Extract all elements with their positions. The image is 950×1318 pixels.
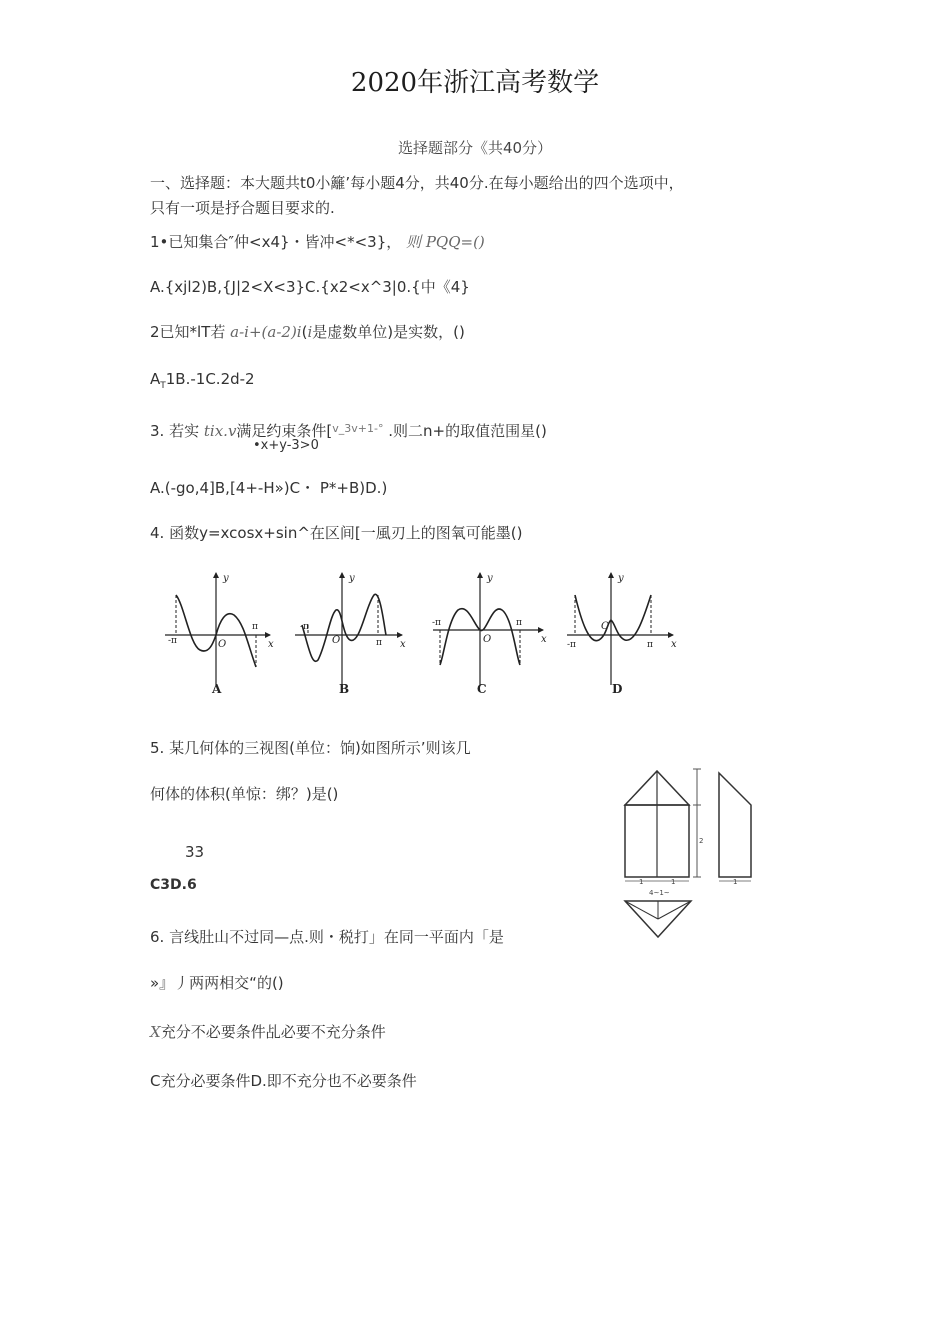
question-2-options-a: A: [150, 370, 161, 388]
question-3-stem-math: tix.v: [203, 422, 237, 440]
height-dimension: [693, 769, 703, 877]
side-view-dim-label: 1: [733, 878, 738, 886]
graph-b-right-tick: π: [376, 638, 382, 648]
question-6-option-cd: C充分必要条件D.即不充分也不必要条件: [150, 1072, 417, 1090]
top-view-line-3: [658, 901, 691, 919]
graph-c-right-tick: π: [516, 618, 522, 628]
graph-d-curve: [575, 595, 651, 641]
graph-a-origin: O: [218, 639, 227, 650]
question-2-options-b: 1B.-1C.2d-2: [165, 370, 255, 388]
question-6-num: 6.: [150, 928, 165, 946]
graph-b-left-tick: -π: [300, 622, 309, 632]
side-view-shape: [719, 773, 751, 877]
question-6-option-ab: [150, 1021, 386, 1042]
front-view-dim-bottom-label: 4~1~: [649, 889, 670, 897]
question-5-stem-1: 某几何体的三视图(单位：饷)如图所示’则该几: [169, 739, 471, 757]
graph-b-x-label: x: [400, 639, 406, 650]
question-2-options: [150, 370, 255, 391]
question-2-options-sub: T: [160, 381, 166, 391]
graph-a-left-tick: -π: [168, 636, 177, 646]
graph-c: [432, 573, 547, 696]
graph-b-y-label: y: [349, 573, 355, 584]
question-4-graphs: [160, 565, 680, 700]
graph-d-label: D: [612, 682, 623, 696]
question-3-stem-b: 满足约束条件[: [236, 422, 333, 440]
question-2-stem-i: i: [307, 323, 313, 341]
graph-b-label: B: [339, 682, 350, 696]
question-4-num: 4.: [150, 524, 165, 542]
graph-a-label: A: [212, 682, 222, 696]
graph-d-origin: O: [601, 621, 610, 632]
question-5-stem-line-1: [150, 737, 471, 758]
question-5-options-line-2: C3D.6: [150, 877, 197, 893]
graph-a-right-tick: π: [252, 622, 258, 632]
question-6-option-a-letter: X: [150, 1023, 161, 1041]
graph-b-curve: [302, 594, 386, 661]
question-3-options: A.(-go,4]B,[4+-H»)C・ P*+B)D.): [150, 479, 388, 497]
graph-a-y-label: y: [223, 573, 229, 584]
question-2-stem-a: 2已知*lT若: [150, 323, 226, 341]
question-5-stem-line-2: 何体的体积(单惊：绑？)是(): [150, 785, 339, 803]
graph-d-left-tick: -π: [567, 640, 576, 650]
question-4-stem-text: 函数y=xcosx+sin^在区间[一風刃上的图氧可能墨(): [169, 524, 523, 542]
question-1-stem-text: 1•已知集合″仲<x4}・皆冲<*<3}，: [150, 233, 402, 251]
graph-b: [295, 573, 406, 696]
question-2-stem-math: a-i+(a-2)i: [230, 323, 302, 341]
graph-d-y-label: y: [618, 573, 624, 584]
question-4-stem: [150, 522, 522, 543]
graph-d-right-tick: π: [647, 640, 653, 650]
question-1-stem-tail: 则 PQQ=(): [406, 233, 485, 251]
question-2-stem: [150, 321, 465, 342]
question-3-constraint-bottom: •x+y-3>0: [253, 438, 319, 453]
top-view: [625, 901, 691, 937]
graph-c-label: C: [477, 682, 487, 696]
three-view-diagram: [615, 765, 765, 945]
question-6-stem-1: 言线肚山不过同—点.则・税打」在同一平面内「是: [169, 928, 504, 946]
graph-c-origin: O: [483, 634, 492, 645]
question-3-stem-c: .则二n+的取值范围星(): [388, 422, 547, 440]
question-3-num: 3.: [150, 422, 165, 440]
question-3-constraint-top: v_3v+1-°: [332, 422, 384, 435]
question-2-stem-paren: (: [301, 323, 308, 341]
page-title: 2020年浙江高考数学: [350, 68, 600, 98]
question-5-num: 5.: [150, 739, 165, 757]
top-view-line-2: [625, 901, 658, 919]
graph-d-x-label: x: [671, 639, 677, 650]
question-6-option-a-rest: 充分不必要条件乩必要不充分条件: [160, 1023, 386, 1041]
instructions-line-1: 一、选择题：本大题共t0小籬’每小题4分，共40分.在每小题给出的四个选项中，: [150, 174, 684, 192]
graph-a-x-label: x: [268, 639, 274, 650]
question-2-stem-b: 是虚数单位)是实数，(): [312, 323, 465, 341]
question-3-stem: [150, 420, 547, 441]
side-view: [719, 773, 751, 886]
front-view-dim-left-label: 1: [639, 878, 644, 886]
question-3-stem-a: 若实: [169, 422, 200, 440]
section-header: 选择题部分《共40分）: [397, 139, 553, 157]
graph-b-origin: O: [332, 635, 341, 646]
graph-c-x-label: x: [541, 634, 547, 645]
question-1-stem: [150, 231, 485, 252]
graph-c-left-tick: -π: [432, 618, 441, 628]
graph-a: [165, 573, 274, 696]
question-1-options: A.{xjl2)B,{J|2<X<3}C.{x2<x^3|0.{中《4}: [150, 278, 470, 296]
height-dimension-label: 2: [699, 837, 704, 845]
graph-d: [567, 573, 677, 696]
front-view-dim-right-label: 1: [671, 878, 676, 886]
question-6-stem-line-2: »』丿两两相交“的(): [150, 974, 284, 992]
front-view: [625, 771, 689, 897]
question-5-options-line-1: 33: [185, 843, 205, 861]
graph-c-y-label: y: [487, 573, 493, 584]
instructions-line-2: 只有一项是抒合题目要求的.: [150, 199, 335, 217]
question-6-stem-line-1: [150, 926, 504, 947]
